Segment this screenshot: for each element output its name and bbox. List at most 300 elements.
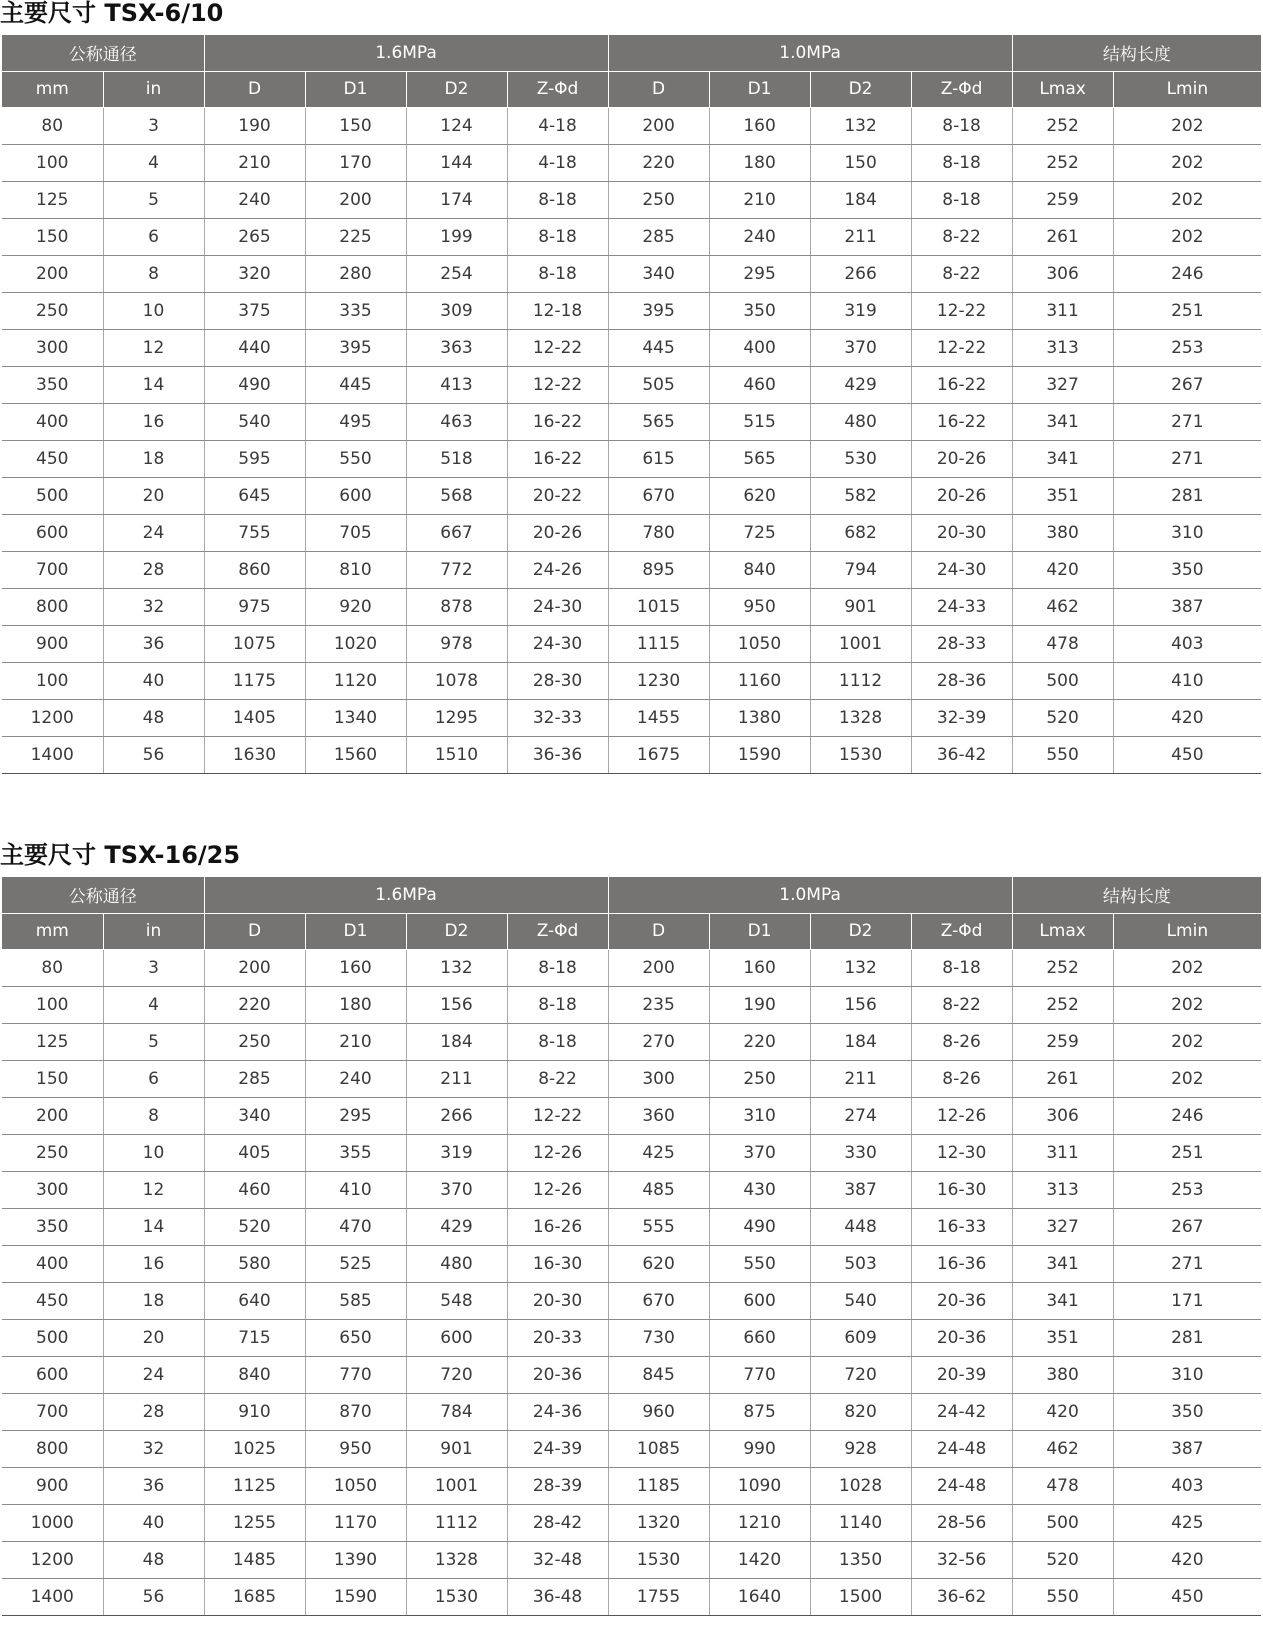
table-cell: 12-26 — [911, 1097, 1012, 1134]
table-cell: 429 — [406, 1208, 507, 1245]
table-cell: 171 — [1113, 1282, 1261, 1319]
column-header: Lmax — [1012, 913, 1113, 949]
table-cell: 252 — [1012, 144, 1113, 181]
column-header: D2 — [406, 71, 507, 107]
table-cell: 550 — [709, 1245, 810, 1282]
column-header: D2 — [406, 913, 507, 949]
table-cell: 350 — [1113, 1393, 1261, 1430]
table-cell: 670 — [608, 1282, 709, 1319]
table-cell: 300 — [2, 329, 103, 366]
table-cell: 1015 — [608, 588, 709, 625]
table-cell: 16-22 — [911, 403, 1012, 440]
table-cell: 28-42 — [507, 1504, 608, 1541]
table-cell: 400 — [2, 403, 103, 440]
table-cell: 1001 — [406, 1467, 507, 1504]
table-cell: 24-39 — [507, 1430, 608, 1467]
table-cell: 1090 — [709, 1467, 810, 1504]
dimension-table — [2, 877, 1261, 1616]
table-cell: 400 — [2, 1245, 103, 1282]
table-cell: 271 — [1113, 1245, 1261, 1282]
table-cell: 125 — [2, 1023, 103, 1060]
table-cell: 253 — [1113, 1171, 1261, 1208]
column-header: Lmax — [1012, 71, 1113, 107]
table-cell: 705 — [305, 514, 406, 551]
table-cell: 387 — [810, 1171, 911, 1208]
table-cell: 132 — [810, 107, 911, 144]
header-pressure-1-6: 1.6MPa — [204, 877, 608, 913]
table-cell: 24-33 — [911, 588, 1012, 625]
table-cell: 462 — [1012, 1430, 1113, 1467]
table-cell: 184 — [810, 181, 911, 218]
table-cell: 1115 — [608, 625, 709, 662]
table-cell: 780 — [608, 514, 709, 551]
table-cell: 4-18 — [507, 144, 608, 181]
table-cell: 250 — [608, 181, 709, 218]
table-cell: 8-18 — [507, 986, 608, 1023]
table-cell: 1560 — [305, 736, 406, 773]
table-cell: 1125 — [204, 1467, 305, 1504]
table-cell: 252 — [1012, 107, 1113, 144]
table-cell: 978 — [406, 625, 507, 662]
table-cell: 12 — [103, 329, 204, 366]
table-cell: 311 — [1012, 1134, 1113, 1171]
column-header: D1 — [305, 71, 406, 107]
table-cell: 395 — [608, 292, 709, 329]
table-cell: 410 — [305, 1171, 406, 1208]
table-cell: 16-30 — [911, 1171, 1012, 1208]
table-cell: 202 — [1113, 1060, 1261, 1097]
table-cell: 620 — [709, 477, 810, 514]
table-row — [2, 218, 1261, 255]
table-cell: 1200 — [2, 699, 103, 736]
table-cell: 210 — [305, 1023, 406, 1060]
table-cell: 16-36 — [911, 1245, 1012, 1282]
table-cell: 20-26 — [911, 440, 1012, 477]
table-cell: 306 — [1012, 255, 1113, 292]
table-cell: 8-22 — [507, 1060, 608, 1097]
table-body — [2, 107, 1261, 773]
table-cell: 645 — [204, 477, 305, 514]
group-header-row — [2, 35, 1261, 71]
table-cell: 20-22 — [507, 477, 608, 514]
column-header: D — [608, 913, 709, 949]
table-cell: 470 — [305, 1208, 406, 1245]
table-cell: 265 — [204, 218, 305, 255]
column-header: Lmin — [1113, 913, 1261, 949]
table-cell: 24-30 — [507, 625, 608, 662]
table-cell: 895 — [608, 551, 709, 588]
table-cell: 202 — [1113, 107, 1261, 144]
table-cell: 281 — [1113, 1319, 1261, 1356]
table-cell: 20-30 — [911, 514, 1012, 551]
table-cell: 355 — [305, 1134, 406, 1171]
table-cell: 266 — [406, 1097, 507, 1134]
table-cell: 660 — [709, 1319, 810, 1356]
table-cell: 200 — [305, 181, 406, 218]
table-cell: 1050 — [305, 1467, 406, 1504]
table-cell: 540 — [810, 1282, 911, 1319]
table-cell: 261 — [1012, 218, 1113, 255]
table-cell: 48 — [103, 1541, 204, 1578]
header-structure-length: 结构长度 — [1012, 877, 1261, 913]
table-cell: 20-30 — [507, 1282, 608, 1319]
table-cell: 1400 — [2, 736, 103, 773]
table-cell: 56 — [103, 1578, 204, 1615]
table-cell: 266 — [810, 255, 911, 292]
table-cell: 281 — [1113, 477, 1261, 514]
table-cell: 1328 — [406, 1541, 507, 1578]
table-cell: 1340 — [305, 699, 406, 736]
table-cell: 309 — [406, 292, 507, 329]
column-header: Z-Φd — [911, 913, 1012, 949]
table-cell: 80 — [2, 949, 103, 986]
table-cell: 8-22 — [911, 218, 1012, 255]
table-cell: 20-26 — [911, 477, 1012, 514]
table-row — [2, 662, 1261, 699]
table-cell: 8-18 — [507, 181, 608, 218]
table-row — [2, 1097, 1261, 1134]
table-cell: 8-26 — [911, 1023, 1012, 1060]
table-cell: 351 — [1012, 477, 1113, 514]
table-cell: 8-18 — [911, 144, 1012, 181]
table-cell: 40 — [103, 1504, 204, 1541]
table-cell: 901 — [406, 1430, 507, 1467]
table-cell: 20-36 — [911, 1319, 1012, 1356]
table-row — [2, 986, 1261, 1023]
table-cell: 32 — [103, 588, 204, 625]
table-cell: 772 — [406, 551, 507, 588]
table-cell: 16-22 — [507, 403, 608, 440]
table-cell: 770 — [305, 1356, 406, 1393]
table-cell: 24-30 — [911, 551, 1012, 588]
table-cell: 184 — [406, 1023, 507, 1060]
table-cell: 306 — [1012, 1097, 1113, 1134]
header-pressure-1-0: 1.0MPa — [608, 35, 1012, 71]
table-cell: 56 — [103, 736, 204, 773]
table-cell: 313 — [1012, 329, 1113, 366]
table-row — [2, 366, 1261, 403]
table-cell: 295 — [305, 1097, 406, 1134]
section-title: 主要尺寸 TSX-6/10 — [0, 0, 224, 27]
table-cell: 380 — [1012, 1356, 1113, 1393]
table-cell: 495 — [305, 403, 406, 440]
table-cell: 582 — [810, 477, 911, 514]
table-cell: 420 — [1113, 699, 1261, 736]
table-cell: 8-26 — [911, 1060, 1012, 1097]
table-cell: 310 — [1113, 1356, 1261, 1393]
table-cell: 1685 — [204, 1578, 305, 1615]
table-cell: 28 — [103, 551, 204, 588]
table-row — [2, 1504, 1261, 1541]
table-cell: 478 — [1012, 1467, 1113, 1504]
table-cell: 12-22 — [911, 329, 1012, 366]
table-cell: 16-33 — [911, 1208, 1012, 1245]
table-cell: 261 — [1012, 1060, 1113, 1097]
table-row — [2, 255, 1261, 292]
table-cell: 400 — [709, 329, 810, 366]
table-cell: 1500 — [810, 1578, 911, 1615]
table-cell: 40 — [103, 662, 204, 699]
table-cell: 156 — [406, 986, 507, 1023]
table-cell: 6 — [103, 218, 204, 255]
table-cell: 36-48 — [507, 1578, 608, 1615]
table-cell: 300 — [2, 1171, 103, 1208]
table-cell: 405 — [204, 1134, 305, 1171]
table-cell: 341 — [1012, 440, 1113, 477]
table-cell: 960 — [608, 1393, 709, 1430]
table-cell: 403 — [1113, 1467, 1261, 1504]
table-cell: 363 — [406, 329, 507, 366]
table-cell: 490 — [709, 1208, 810, 1245]
table-cell: 351 — [1012, 1319, 1113, 1356]
table-cell: 202 — [1113, 1023, 1261, 1060]
table-cell: 565 — [709, 440, 810, 477]
table-cell: 1140 — [810, 1504, 911, 1541]
column-header: in — [103, 71, 204, 107]
table-cell: 429 — [810, 366, 911, 403]
table-cell: 285 — [204, 1060, 305, 1097]
table-cell: 518 — [406, 440, 507, 477]
table-cell: 24-36 — [507, 1393, 608, 1430]
table-cell: 220 — [608, 144, 709, 181]
table-row — [2, 1541, 1261, 1578]
column-header: Lmin — [1113, 71, 1261, 107]
table-cell: 600 — [406, 1319, 507, 1356]
table-cell: 540 — [204, 403, 305, 440]
table-row — [2, 477, 1261, 514]
table-cell: 1112 — [810, 662, 911, 699]
table-row — [2, 144, 1261, 181]
group-header-row — [2, 877, 1261, 913]
column-header: D — [204, 71, 305, 107]
table-row — [2, 1245, 1261, 1282]
column-header: D1 — [305, 913, 406, 949]
column-header: mm — [2, 71, 103, 107]
table-cell: 720 — [406, 1356, 507, 1393]
table-cell: 928 — [810, 1430, 911, 1467]
table-cell: 1001 — [810, 625, 911, 662]
table-cell: 1320 — [608, 1504, 709, 1541]
table-cell: 445 — [305, 366, 406, 403]
table-cell: 450 — [1113, 1578, 1261, 1615]
table-cell: 1160 — [709, 662, 810, 699]
column-header-row — [2, 71, 1261, 107]
table-cell: 202 — [1113, 949, 1261, 986]
table-cell: 20-33 — [507, 1319, 608, 1356]
table-cell: 32-33 — [507, 699, 608, 736]
table-cell: 250 — [204, 1023, 305, 1060]
table-cell: 274 — [810, 1097, 911, 1134]
table-cell: 1255 — [204, 1504, 305, 1541]
table-cell: 341 — [1012, 403, 1113, 440]
table-cell: 20 — [103, 477, 204, 514]
table-cell: 6 — [103, 1060, 204, 1097]
table-cell: 550 — [1012, 1578, 1113, 1615]
table-cell: 875 — [709, 1393, 810, 1430]
table-cell: 1028 — [810, 1467, 911, 1504]
table-cell: 8-18 — [911, 107, 1012, 144]
table-row — [2, 588, 1261, 625]
table-cell: 360 — [608, 1097, 709, 1134]
table-row — [2, 514, 1261, 551]
table-cell: 12-26 — [507, 1171, 608, 1208]
table-cell: 500 — [2, 1319, 103, 1356]
table-row — [2, 1171, 1261, 1208]
table-cell: 160 — [709, 107, 810, 144]
table-cell: 395 — [305, 329, 406, 366]
table-cell: 520 — [204, 1208, 305, 1245]
table-cell: 202 — [1113, 181, 1261, 218]
table-cell: 1485 — [204, 1541, 305, 1578]
table-cell: 319 — [406, 1134, 507, 1171]
table-cell: 150 — [2, 218, 103, 255]
column-header: D2 — [810, 913, 911, 949]
table-cell: 8-18 — [507, 218, 608, 255]
table-cell: 900 — [2, 625, 103, 662]
table-row — [2, 107, 1261, 144]
table-cell: 12-30 — [911, 1134, 1012, 1171]
table-cell: 1640 — [709, 1578, 810, 1615]
table-cell: 174 — [406, 181, 507, 218]
table-cell: 860 — [204, 551, 305, 588]
table-cell: 24 — [103, 514, 204, 551]
table-cell: 950 — [709, 588, 810, 625]
table-cell: 20-36 — [507, 1356, 608, 1393]
table-cell: 794 — [810, 551, 911, 588]
table-cell: 24-42 — [911, 1393, 1012, 1430]
table-cell: 1590 — [305, 1578, 406, 1615]
table-cell: 555 — [608, 1208, 709, 1245]
table-cell: 259 — [1012, 181, 1113, 218]
table-cell: 211 — [406, 1060, 507, 1097]
table-cell: 132 — [406, 949, 507, 986]
table-row — [2, 949, 1261, 986]
table-cell: 20-26 — [507, 514, 608, 551]
table-row — [2, 1060, 1261, 1097]
table-cell: 180 — [305, 986, 406, 1023]
table-cell: 595 — [204, 440, 305, 477]
table-cell: 190 — [709, 986, 810, 1023]
table-cell: 16-30 — [507, 1245, 608, 1282]
table-cell: 220 — [204, 986, 305, 1023]
table-cell: 5 — [103, 1023, 204, 1060]
table-cell: 448 — [810, 1208, 911, 1245]
table-cell: 600 — [2, 1356, 103, 1393]
table-cell: 800 — [2, 588, 103, 625]
table-cell: 300 — [608, 1060, 709, 1097]
table-cell: 12-22 — [911, 292, 1012, 329]
table-cell: 124 — [406, 107, 507, 144]
table-cell: 340 — [608, 255, 709, 292]
table-cell: 503 — [810, 1245, 911, 1282]
table-cell: 1175 — [204, 662, 305, 699]
table-cell: 3 — [103, 949, 204, 986]
table-cell: 901 — [810, 588, 911, 625]
table-cell: 220 — [709, 1023, 810, 1060]
table-cell: 132 — [810, 949, 911, 986]
table-cell: 240 — [305, 1060, 406, 1097]
header-pressure-1-0: 1.0MPa — [608, 877, 1012, 913]
table-cell: 1328 — [810, 699, 911, 736]
table-cell: 609 — [810, 1319, 911, 1356]
table-cell: 20-39 — [911, 1356, 1012, 1393]
table-cell: 8-18 — [507, 949, 608, 986]
table-cell: 18 — [103, 440, 204, 477]
table-cell: 480 — [810, 403, 911, 440]
table-cell: 1075 — [204, 625, 305, 662]
table-cell: 840 — [204, 1356, 305, 1393]
table-cell: 350 — [2, 366, 103, 403]
table-cell: 8-18 — [911, 949, 1012, 986]
table-cell: 24-26 — [507, 551, 608, 588]
table-cell: 530 — [810, 440, 911, 477]
table-cell: 770 — [709, 1356, 810, 1393]
table-cell: 500 — [2, 477, 103, 514]
table-cell: 425 — [608, 1134, 709, 1171]
table-cell: 251 — [1113, 1134, 1261, 1171]
table-cell: 12-26 — [507, 1134, 608, 1171]
column-header-row — [2, 913, 1261, 949]
table-cell: 730 — [608, 1319, 709, 1356]
table-cell: 36 — [103, 1467, 204, 1504]
table-cell: 28-56 — [911, 1504, 1012, 1541]
table-cell: 16-22 — [507, 440, 608, 477]
table-cell: 8-22 — [911, 986, 1012, 1023]
table-cell: 12-22 — [507, 1097, 608, 1134]
table-cell: 8-18 — [911, 181, 1012, 218]
table-cell: 370 — [709, 1134, 810, 1171]
table-cell: 267 — [1113, 1208, 1261, 1245]
table-cell: 240 — [204, 181, 305, 218]
table-cell: 12 — [103, 1171, 204, 1208]
table-cell: 20-36 — [911, 1282, 1012, 1319]
table-cell: 1530 — [608, 1541, 709, 1578]
table-cell: 350 — [2, 1208, 103, 1245]
table-cell: 525 — [305, 1245, 406, 1282]
table-cell: 370 — [810, 329, 911, 366]
table-cell: 380 — [1012, 514, 1113, 551]
table-cell: 210 — [709, 181, 810, 218]
table-cell: 700 — [2, 1393, 103, 1430]
table-cell: 210 — [204, 144, 305, 181]
table-cell: 350 — [1113, 551, 1261, 588]
table-cell: 184 — [810, 1023, 911, 1060]
column-header: mm — [2, 913, 103, 949]
table-cell: 810 — [305, 551, 406, 588]
table-row — [2, 1208, 1261, 1245]
table-cell: 20 — [103, 1319, 204, 1356]
table-cell: 225 — [305, 218, 406, 255]
table-cell: 202 — [1113, 218, 1261, 255]
table-cell: 311 — [1012, 292, 1113, 329]
table-cell: 478 — [1012, 625, 1113, 662]
table-cell: 5 — [103, 181, 204, 218]
table-cell: 490 — [204, 366, 305, 403]
table-cell: 870 — [305, 1393, 406, 1430]
table-cell: 48 — [103, 699, 204, 736]
table-cell: 420 — [1113, 1541, 1261, 1578]
table-cell: 650 — [305, 1319, 406, 1356]
table-cell: 341 — [1012, 1282, 1113, 1319]
table-row — [2, 1023, 1261, 1060]
table-cell: 150 — [810, 144, 911, 181]
table-cell: 28 — [103, 1393, 204, 1430]
table-cell: 24-48 — [911, 1467, 1012, 1504]
table-cell: 36-42 — [911, 736, 1012, 773]
table-cell: 387 — [1113, 1430, 1261, 1467]
table-cell: 460 — [204, 1171, 305, 1208]
table-cell: 784 — [406, 1393, 507, 1430]
